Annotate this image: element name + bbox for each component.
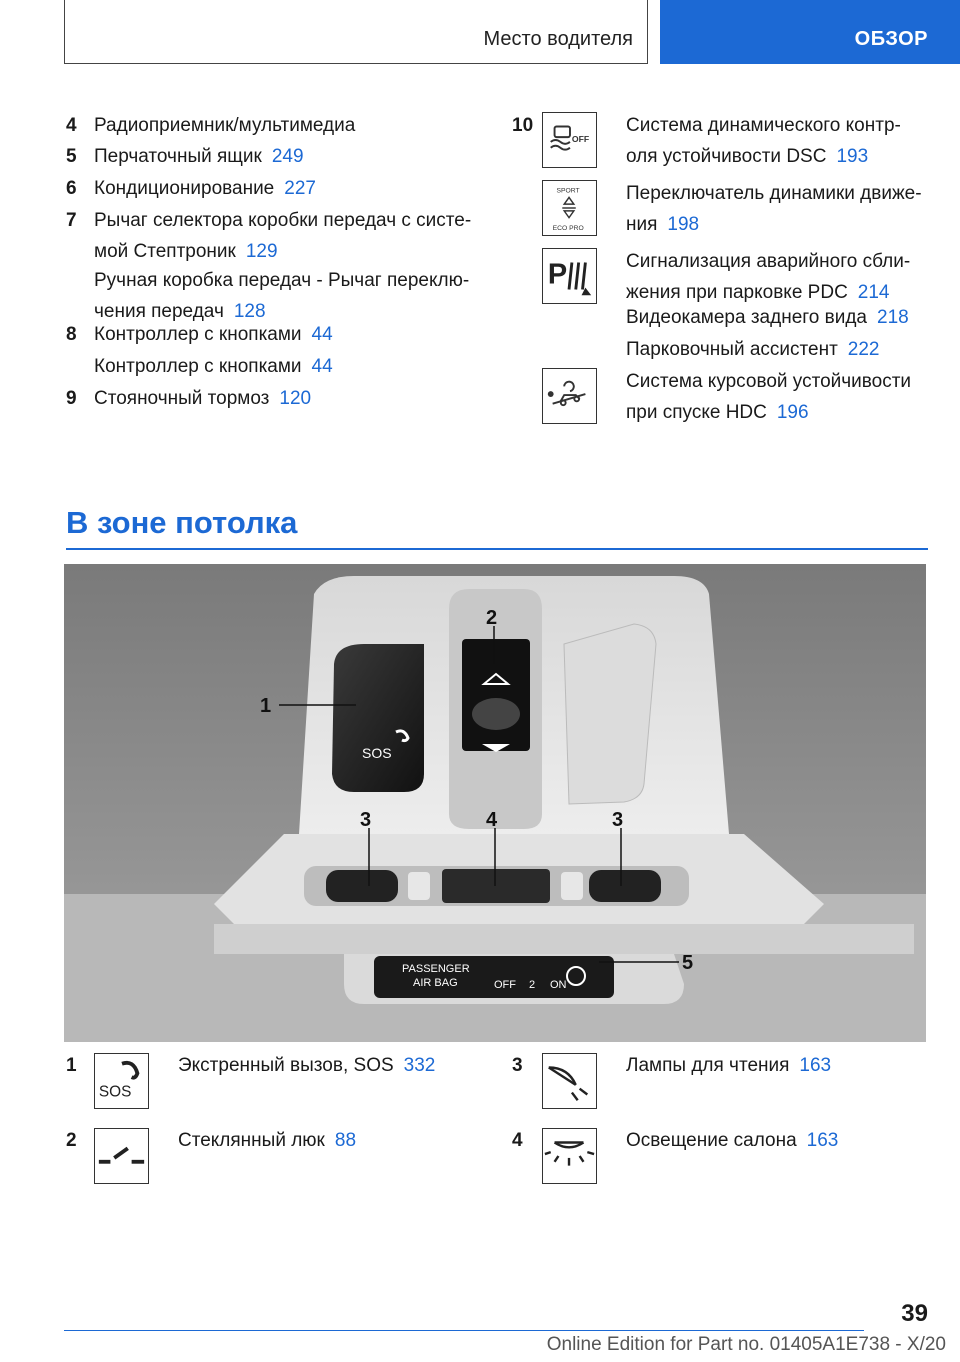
header-section-title: Место водителя (483, 28, 633, 50)
reading-light-icon (542, 1053, 597, 1109)
list-item: Стеклянный люк 88 (178, 1130, 357, 1151)
list-item: Перчаточный ящик 249 (94, 146, 304, 167)
list-item: Парковочный ассистент 222 (626, 339, 880, 360)
header-chapter-title: ОБЗОР (854, 28, 928, 50)
driving-mode-switch-icon (542, 180, 597, 236)
svg-text:ON: ON (550, 979, 567, 991)
item-number: 6 (66, 178, 77, 199)
svg-text:PASSENGER: PASSENGER (402, 963, 470, 975)
list-item: Контроллер с кнопками 44 (94, 356, 333, 377)
list-item: Контроллер с кнопками 44 (94, 324, 333, 345)
header-section-box (64, 0, 648, 64)
parking-sensor-icon (542, 248, 597, 304)
item-number: 8 (66, 324, 77, 345)
svg-text:2: 2 (486, 607, 498, 629)
page-link[interactable]: 163 (799, 1055, 832, 1076)
list-item: Радиоприемник/мультимедиа (94, 115, 356, 136)
section-divider (66, 548, 928, 550)
page-number: 39 (901, 1300, 928, 1327)
svg-text:AIR BAG: AIR BAG (413, 977, 458, 989)
list-item: Система динамического контр- оля устойчивости DSC 193 (626, 115, 901, 167)
interior-light-icon (542, 1128, 597, 1184)
svg-text:5: 5 (682, 952, 694, 974)
page-link[interactable]: 198 (667, 214, 700, 235)
page-link[interactable]: 44 (311, 324, 333, 345)
svg-text:OFF: OFF (494, 979, 516, 991)
list-item: Переключатель динамики движе- ния 198 (626, 183, 922, 235)
list-item: Стояночный тормоз 120 (94, 388, 312, 409)
svg-text:2: 2 (529, 979, 536, 991)
item-number: 4 (512, 1130, 523, 1151)
overhead-console-photo (64, 564, 926, 1042)
header-chapter-tab[interactable] (660, 0, 960, 64)
item-number: 10 (512, 115, 534, 136)
svg-text:P: P (547, 258, 568, 291)
hill-descent-icon (542, 368, 597, 424)
list-item: Экстренный вызов, SOS 332 (178, 1055, 436, 1076)
page-link[interactable]: 227 (284, 178, 316, 199)
svg-text:SOS: SOS (362, 745, 392, 761)
page-link[interactable]: 129 (245, 241, 278, 262)
glass-roof-icon (94, 1128, 149, 1184)
svg-text:ECO PRO: ECO PRO (552, 225, 584, 233)
page-link[interactable]: 120 (279, 388, 312, 409)
list-item: Лампы для чтения 163 (626, 1055, 832, 1076)
item-number: 4 (66, 115, 77, 136)
footer-divider (64, 1330, 864, 1331)
item-number: 7 (66, 210, 77, 231)
item-number: 5 (66, 146, 77, 167)
svg-text:4: 4 (486, 809, 498, 831)
svg-text:1: 1 (260, 695, 272, 717)
svg-text:SPORT: SPORT (556, 187, 580, 195)
list-item: Система курсовой устойчивости при спуске HDC 196 (626, 371, 912, 423)
list-item: Освещение салона 163 (626, 1130, 839, 1151)
page-link[interactable]: 218 (877, 307, 909, 328)
sos-call-icon (94, 1053, 149, 1109)
item-number: 1 (66, 1055, 77, 1076)
page-link[interactable]: 214 (857, 282, 890, 303)
list-item: Рычаг селектора коробки передач с систе- мой Стептроник 129 (94, 210, 472, 262)
page-link[interactable]: 193 (836, 146, 869, 167)
footer-edition: Online Edition for Part no. 01405A1E738 - X/20 (546, 1334, 946, 1355)
page-link[interactable]: 163 (806, 1130, 839, 1151)
page-link[interactable]: 332 (403, 1055, 436, 1076)
item-number: 9 (66, 388, 77, 409)
section-title: В зоне потолка (66, 505, 298, 540)
item-number: 3 (512, 1055, 523, 1076)
page-link[interactable]: 88 (334, 1130, 357, 1151)
svg-text:OFF: OFF (571, 133, 590, 144)
page-link[interactable]: 222 (847, 339, 880, 360)
page-link[interactable]: 196 (776, 402, 809, 423)
item-number: 2 (66, 1130, 77, 1151)
page-link[interactable]: 249 (271, 146, 304, 167)
list-item: Ручная коробка передач - Рычаг переклю- чения передач 128 (94, 270, 470, 322)
list-item: Видеокамера заднего вида 218 (626, 307, 909, 328)
dsc-off-icon (542, 112, 597, 168)
list-item: Сигнализация аварийного сбли- жения при парковке PDC 214 (626, 251, 911, 303)
svg-text:SOS: SOS (98, 1083, 132, 1101)
page-link[interactable]: 128 (233, 301, 266, 322)
list-item: Кондиционирование 227 (94, 178, 316, 199)
svg-text:3: 3 (612, 809, 624, 831)
svg-text:3: 3 (360, 809, 372, 831)
page-link[interactable]: 44 (311, 356, 333, 377)
